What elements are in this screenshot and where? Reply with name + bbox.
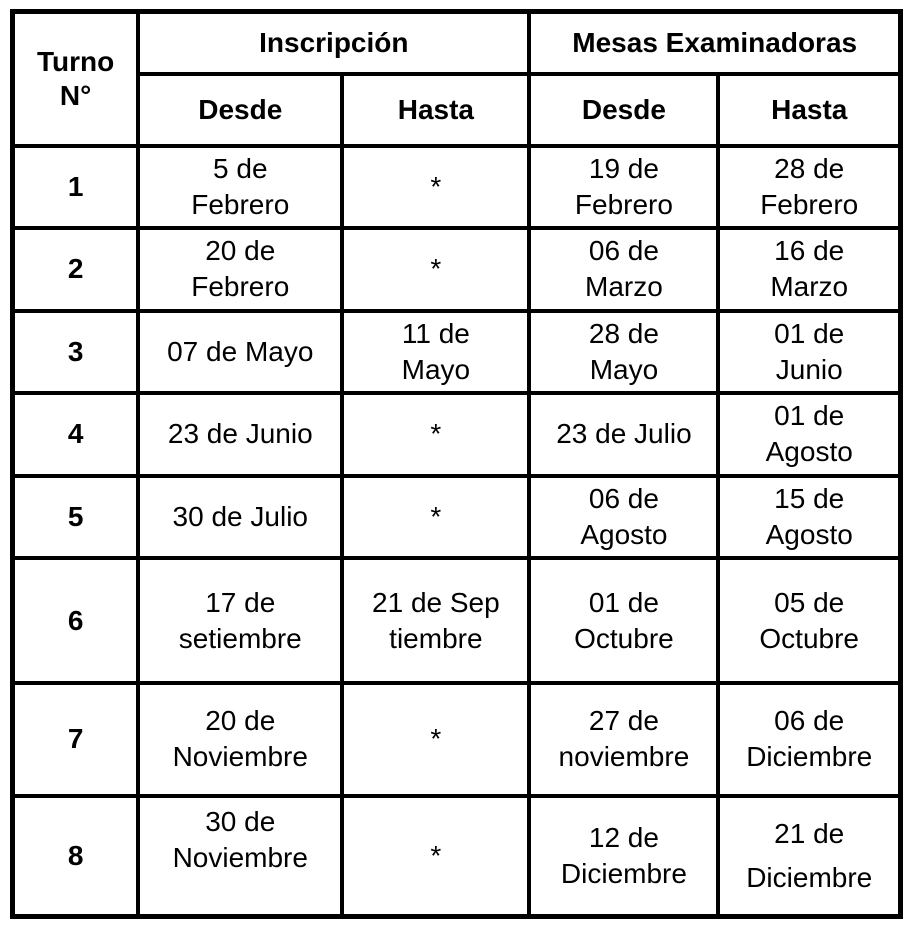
mesas-group-header xyxy=(529,12,900,74)
turno-cell: 8 xyxy=(13,796,139,917)
mesas-desde-cell xyxy=(529,146,718,229)
mesas-hasta-cell xyxy=(718,146,900,229)
inscripcion-desde-label: Desde xyxy=(198,93,283,125)
date-text: 20 de Febrero xyxy=(191,235,290,303)
turno-header xyxy=(13,12,139,146)
mesas-hasta-cell xyxy=(718,393,900,476)
mesas-desde-label: Desde xyxy=(581,93,666,125)
inscripcion-hasta-cell xyxy=(342,558,529,683)
table-row xyxy=(13,476,901,559)
table-row xyxy=(13,683,901,796)
table-row xyxy=(13,146,901,229)
turno-cell: 6 xyxy=(13,558,139,683)
date-text: 01 de Agosto xyxy=(765,400,853,468)
date-text: 06 de Agosto xyxy=(580,482,668,550)
mesas-hasta-header xyxy=(718,74,900,146)
turno-header-label: Turno N° xyxy=(36,45,115,111)
date-text: 19 de Febrero xyxy=(574,152,673,220)
inscripcion-desde-cell xyxy=(138,146,342,229)
header-row-columns xyxy=(13,74,901,146)
cropped-text-fragment xyxy=(540,918,660,928)
inscripcion-hasta-cell: * xyxy=(342,476,529,559)
mesas-group-label: Mesas Examinadoras xyxy=(572,26,858,58)
inscripcion-desde-cell xyxy=(138,683,342,796)
inscripcion-hasta-cell: * xyxy=(342,228,529,311)
table-header xyxy=(13,12,901,146)
inscripcion-desde-cell xyxy=(138,796,342,917)
date-text: 16 de Marzo xyxy=(770,235,849,303)
turno-cell: 7 xyxy=(13,683,139,796)
table-row xyxy=(13,796,901,917)
header-row-groups xyxy=(13,12,901,74)
table-body xyxy=(13,146,901,917)
turno-cell: 5 xyxy=(13,476,139,559)
inscripcion-desde-cell: 07 de Mayo xyxy=(138,311,342,394)
mesas-desde-cell xyxy=(529,228,718,311)
inscripcion-group-header xyxy=(138,12,529,74)
date-text: 06 de Diciembre xyxy=(746,705,873,773)
mesas-desde-cell xyxy=(529,558,718,683)
date-text: 11 de Mayo xyxy=(401,317,471,385)
date-text: 06 de Marzo xyxy=(585,235,663,303)
inscripcion-group-label: Inscripción xyxy=(259,26,409,58)
inscripcion-hasta-cell: * xyxy=(342,146,529,229)
mesas-hasta-cell xyxy=(718,311,900,394)
mesas-desde-cell xyxy=(529,476,718,559)
date-text: 12 de Diciembre xyxy=(560,821,687,889)
inscripcion-hasta-header xyxy=(342,74,529,146)
mesas-hasta-cell xyxy=(718,796,900,917)
mesas-desde-cell xyxy=(529,311,718,394)
mesas-hasta-cell xyxy=(718,683,900,796)
date-text: 21 de Diciembre xyxy=(746,817,873,893)
table-row xyxy=(13,393,901,476)
date-text: 27 de noviembre xyxy=(558,705,690,773)
table-row xyxy=(13,228,901,311)
date-text: 15 de Agosto xyxy=(765,482,853,550)
mesas-hasta-cell xyxy=(718,558,900,683)
inscripcion-desde-cell xyxy=(138,228,342,311)
inscripcion-hasta-label: Hasta xyxy=(397,93,474,125)
inscripcion-desde-cell xyxy=(138,558,342,683)
inscripcion-desde-cell: 30 de Julio xyxy=(138,476,342,559)
inscripcion-desde-header xyxy=(138,74,342,146)
mesas-desde-header xyxy=(529,74,718,146)
turno-cell: 4 xyxy=(13,393,139,476)
date-text: 21 de Septiembre xyxy=(372,586,500,654)
inscripcion-hasta-cell: * xyxy=(342,796,529,917)
date-text: 17 de setiembre xyxy=(178,586,302,654)
inscripcion-hasta-cell: * xyxy=(342,683,529,796)
turno-cell: 2 xyxy=(13,228,139,311)
date-text: 20 de Noviembre xyxy=(172,705,308,773)
inscripcion-hasta-cell xyxy=(342,311,529,394)
date-text: 01 de Octubre xyxy=(574,586,674,654)
date-text: 28 de Febrero xyxy=(760,152,859,220)
date-text: 05 de Octubre xyxy=(759,586,860,654)
date-text: 01 de Junio xyxy=(774,317,845,385)
table-row xyxy=(13,311,901,394)
date-text: 28 de Mayo xyxy=(588,317,659,385)
date-text: 30 de Noviembre xyxy=(172,805,308,873)
mesas-desde-cell xyxy=(529,683,718,796)
table-row xyxy=(13,558,901,683)
inscripcion-hasta-cell: * xyxy=(342,393,529,476)
date-text: 5 de Febrero xyxy=(191,152,290,220)
turno-cell: 1 xyxy=(13,146,139,229)
mesas-hasta-label: Hasta xyxy=(771,93,848,125)
mesas-hasta-cell xyxy=(718,228,900,311)
mesas-desde-cell xyxy=(529,796,718,917)
inscripcion-desde-cell: 23 de Junio xyxy=(138,393,342,476)
mesas-desde-cell: 23 de Julio xyxy=(529,393,718,476)
exam-schedule-table xyxy=(10,9,903,919)
mesas-hasta-cell xyxy=(718,476,900,559)
turno-cell: 3 xyxy=(13,311,139,394)
